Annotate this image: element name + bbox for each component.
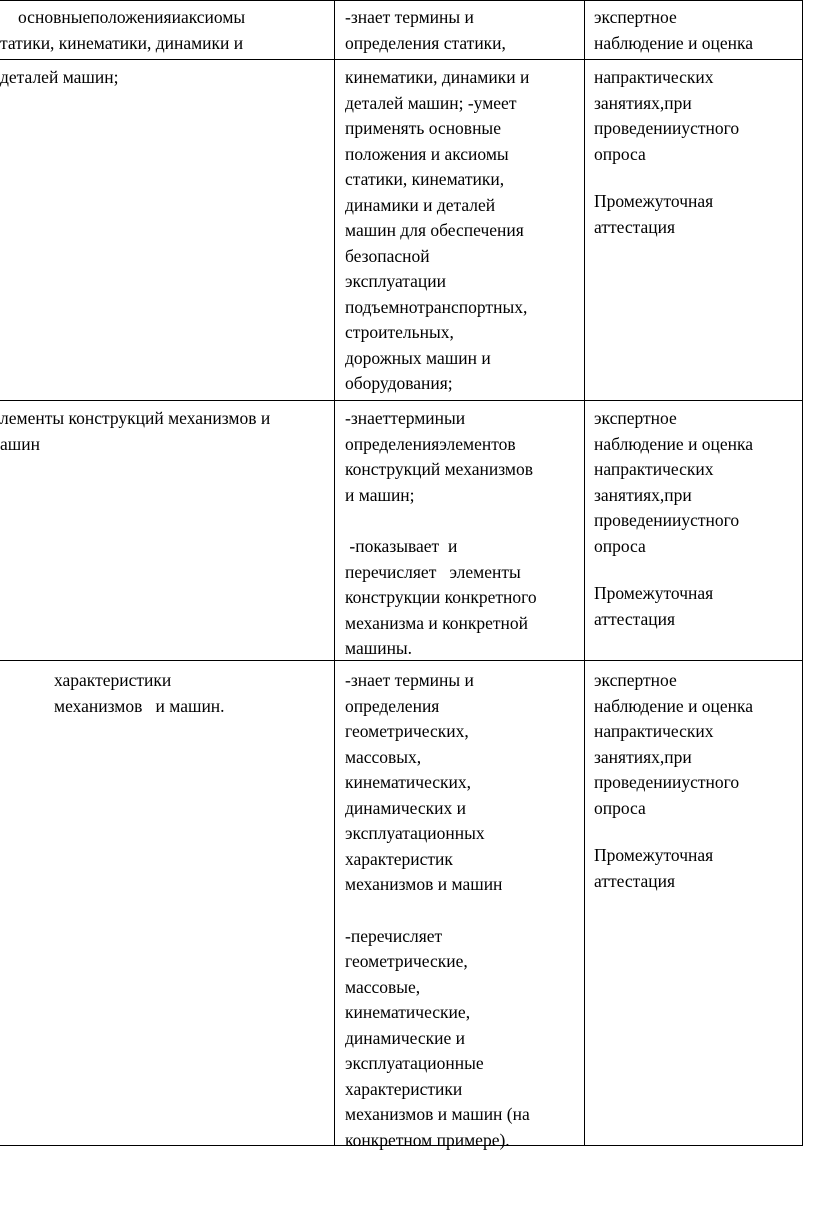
row3-col3-extra2: аттестация [594,608,675,629]
row4-col2-line8: характеристик [345,848,453,869]
row1-col1: основныеположенияиаксиомы татики, кинематики, динамики и [0,5,330,56]
row4-col3-line4: занятиях,при [594,746,692,767]
row3-col2-extra4: механизма и конкретной [345,612,529,633]
row3-col2-line3: конструкций механизмов [345,459,533,479]
row4-col3 [594,668,784,894]
row4-col2 [345,668,579,1153]
row4-col3-line6: опроса [594,797,646,818]
row4-col2-line1: -знает термины и [345,670,474,690]
row4-col2-extra2: геометрические, [345,951,468,971]
row4-col3-line2: наблюдение и оценка [594,695,754,716]
row3-col2 [345,406,579,662]
row2-col3-line3: проведенииустного [594,118,740,138]
row2-col2-line7: машин для обеспечения [345,220,524,240]
row1-col2-line2: определения статики, [345,32,506,53]
row3-col2-line1: -знаеттерминыи [345,408,466,428]
row3-col2-extra5: машины. [345,638,413,658]
row4-col2-extra5: динамические и [345,1027,465,1048]
row2-col2-line9: эксплуатации [345,271,447,291]
row2-col1-line1: деталей машин; [0,67,119,87]
row1-col3-line1: экспертное [594,7,677,27]
row3-col2-line4: и машин; [345,484,415,505]
row4-col2-extra7: характеристики [345,1078,463,1099]
row4-col2-line7: эксплуатационных [345,823,485,843]
row2-col2 [345,65,579,397]
column-divider-2 [584,0,585,1146]
row3-col3-line1: экспертное [594,408,677,428]
row2-col3-line4: опроса [594,143,646,164]
table-right-border [802,0,803,1146]
row2-col2-line4: положения и аксиомы [345,143,509,164]
row2-col2-line8: безопасной [345,245,430,266]
row3-col3-line2: наблюдение и оценка [594,433,754,454]
row4-col2-extra9: конкретном примере). [345,1129,510,1150]
row3-col2-extra2: перечисляет элементы [345,561,521,582]
row4-col3-line3: напрактических [594,721,714,741]
row4-col2-line3: геометрических, [345,721,469,741]
row4-col3-line5: проведенииустного [594,772,740,792]
row4-col3-extra2: аттестация [594,870,675,891]
row4-col2-line4: массовых, [345,746,422,767]
row4-col2-line5: кинематических, [345,772,472,792]
row1-col3-line2: наблюдение и оценка [594,32,754,53]
row2-col2-line12: дорожных машин и [345,347,491,368]
row3-col2-line2: определенияэлементов [345,433,516,454]
row2-col3-extra1: Промежуточная [594,191,714,211]
row-divider-2 [0,400,803,401]
table-top-border [0,0,803,1]
row2-col2-line1: кинематики, динамики и [345,67,530,87]
row3-col2-extra1: -показывает и [345,536,458,556]
row4-col2-extra8: механизмов и машин (на [345,1104,530,1124]
row4-col2-extra1: -перечисляет [345,925,443,946]
row-divider-1 [0,59,803,60]
row4-col2-extra4: кинематические, [345,1002,471,1022]
row2-col3-line2: занятиях,при [594,92,692,113]
row3-col1-line1: лементы конструкций механизмов и [0,408,271,428]
row2-col2-line5: статики, кинематики, [345,169,505,189]
row3-col3-line6: опроса [594,535,646,556]
row3-col1-line2: ашин [0,433,40,454]
row2-col2-line11: строительных, [345,322,454,342]
row2-col2-line13: оборудования; [345,373,453,393]
row1-col1-line2: татики, кинематики, динамики и [0,32,244,53]
row4-col1-line1: характеристики [54,670,172,690]
row2-col2-line10: подъемнотранспортных, [345,296,528,317]
row4-col2-line2: определения [345,695,440,716]
row3-col2-extra3: конструкции конкретного [345,587,537,607]
row4-col3-line1: экспертное [594,670,677,690]
row4-col2-extra6: эксплуатационные [345,1053,484,1073]
row2-col2-line6: динамики и деталей [345,194,496,215]
row2-col2-line2: деталей машин; -умеет [345,92,517,113]
row1-col2-line1: -знает термины и [345,7,474,27]
row4-col2-extra3: массовые, [345,976,421,997]
row3-col3-line4: занятиях,при [594,484,692,505]
row2-col3-line1: напрактических [594,67,714,87]
row1-col3 [594,5,794,56]
row2-col3 [594,65,794,240]
column-divider-1 [334,0,335,1146]
row2-col1 [0,65,330,91]
row1-col2 [345,5,579,56]
row3-col1 [0,406,330,457]
row2-col2-line3: применять основные [345,118,501,138]
row3-col3-line3: напрактических [594,459,714,479]
row4-col1 [54,668,330,719]
row4-col3-extra1: Промежуточная [594,845,714,865]
row4-col2-line9: механизмов и машин [345,874,503,894]
row3-col3 [594,406,784,632]
row4-col2-line6: динамических и [345,797,466,818]
row3-col3-extra1: Промежуточная [594,583,714,603]
row3-col3-line5: проведенииустного [594,510,740,530]
row4-col1-line2: механизмов и машин. [54,695,225,716]
row2-col3-extra2: аттестация [594,216,675,237]
